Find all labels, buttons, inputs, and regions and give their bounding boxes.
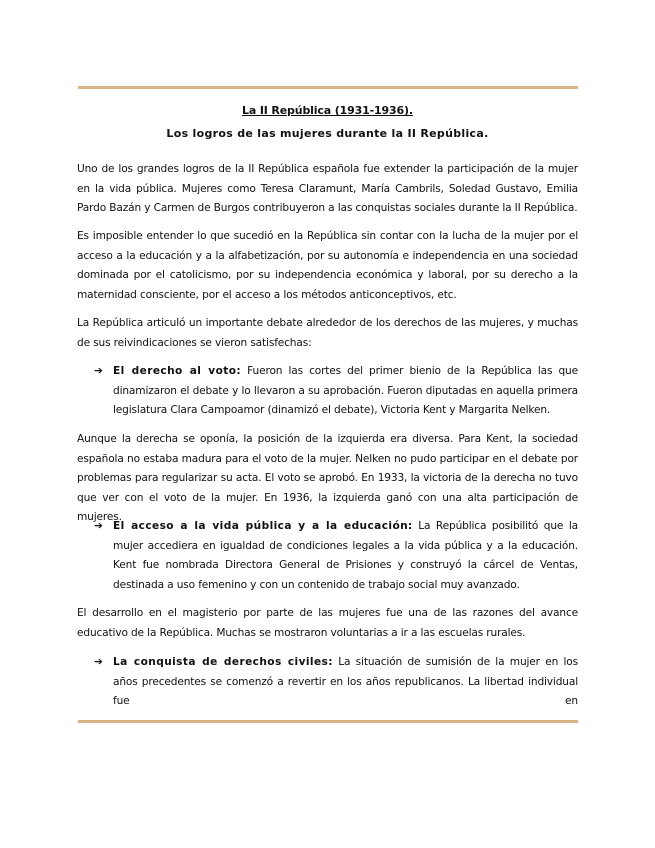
arrow-right-icon: ➔ (94, 656, 103, 668)
bullet-text: La situación de sumisión de la mujer en los años precedentes se comenzó a revertir en los años republicanos. La libertad individual fue en (113, 656, 578, 707)
arrow-right-icon: ➔ (94, 365, 103, 377)
page-subtitle: Los logros de las mujeres durante la II República. (166, 127, 489, 140)
footer-rule (78, 720, 578, 723)
paragraph: Uno de los grandes logros de la II República española fue extender la participación de la mujer en la vida pública. Mujeres como Teresa Claramunt, María Cambrils, Soledad Gustavo, Emilia Pardo Bazán y Carmen de Burgos contribuyeron a las conquistas sociales durante la II República. (77, 163, 578, 214)
bullet-item (94, 653, 578, 712)
bullet-item (94, 362, 578, 421)
bullet-text: Fueron las cortes del primer bienio de la República las que dinamizaron el debate y lo llevaron a su aprobación. Fueron diputadas en aquella primera legislatura Clara Campoamor (dinamizó el debate), Victoria Kent y Margarita Nelken. (113, 365, 578, 416)
bullet-term: El acceso a la vida pública y a la educación: (113, 520, 413, 532)
bullet-term: El derecho al voto: (113, 365, 242, 377)
paragraph: El desarrollo en el magisterio por parte de las mujeres fue una de las razones del avance educativo de la República. Muchas se mostraron voluntarias a ir a las escuelas rurales. (77, 607, 578, 639)
paragraph: Aunque la derecha se oponía, la posición de la izquierda era diversa. Para Kent, la sociedad española no estaba madura para el voto de la mujer. Nelken no pudo participar en el debate por problemas para regularizar su acta. El voto se aprobó. En 1933, la victoria de la derecha no tuvo que ver con el voto de la mujer. En 1936, la izquierda ganó con una alta participación de mujeres. (77, 433, 578, 523)
arrow-right-icon: ➔ (94, 520, 103, 532)
paragraph: Es imposible entender lo que sucedió en la República sin contar con la lucha de la mujer por el acceso a la educación y a la alfabetización, por su autonomía e independencia en una sociedad dominada por el catolicismo, por su independencia económica y laboral, por su derecho a la maternidad consciente, por el acceso a los métodos anticonceptivos, etc. (77, 230, 578, 301)
paragraph: La República articuló un importante debate alrededor de los derechos de las mujeres, y muchas de sus reivindicaciones se vieron satisfechas: (77, 317, 578, 349)
bullet-text: La República posibilitó que la mujer accediera en igualdad de condiciones legales a la vida pública y a la educación. Kent fue nombrada Directora General de Prisiones y construyó la cárcel de Ventas, destinada a uso femenino y con un contenido de trabajo social muy avanzado. (113, 520, 578, 591)
bullet-term: La conquista de derechos civiles: (113, 656, 333, 668)
bullet-item (94, 517, 578, 595)
header-rule (78, 86, 578, 89)
page-title: La II República (1931-1936). (242, 104, 413, 117)
